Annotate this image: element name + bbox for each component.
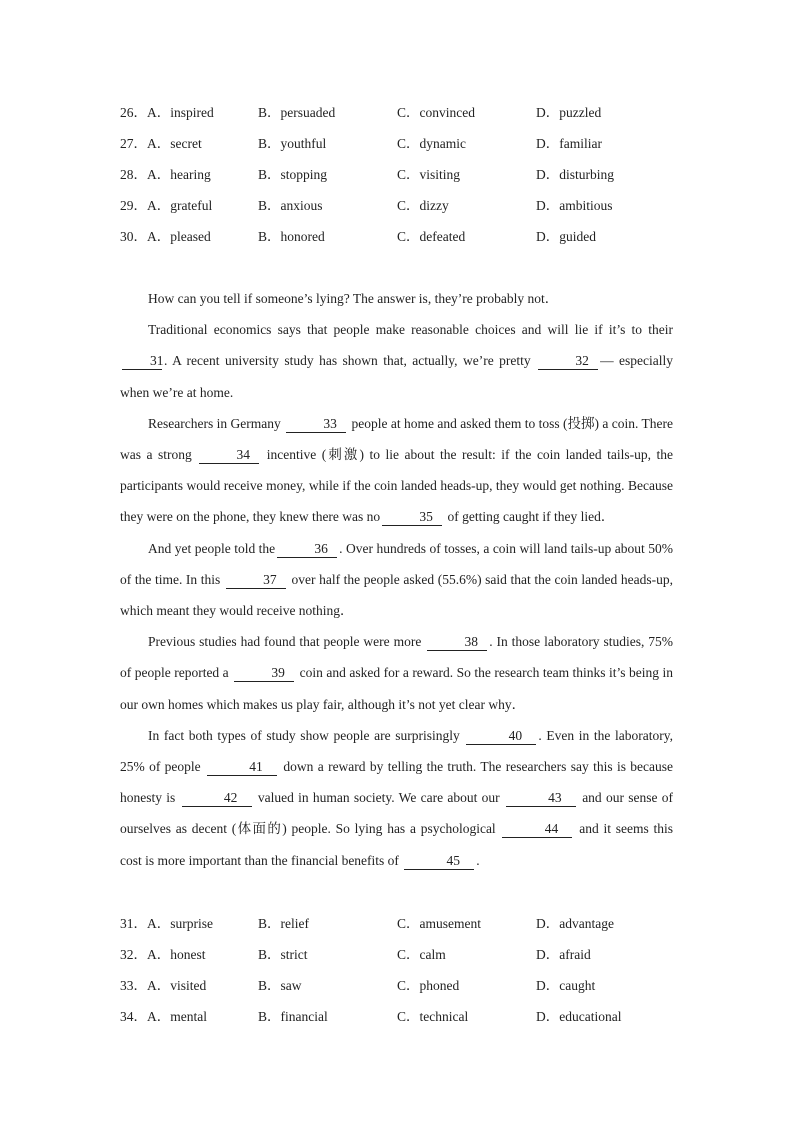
option-a: A．mental — [147, 1009, 207, 1024]
blank-35: 35 — [382, 508, 442, 526]
option-d: D．ambitious — [536, 198, 613, 213]
question-number: 28． — [120, 167, 147, 182]
option-a: A．inspired — [147, 105, 214, 120]
option-c: C．amusement — [397, 916, 481, 931]
cloze-passage — [120, 283, 673, 876]
option-c: C．technical — [397, 1009, 469, 1024]
option-a: A．visited — [147, 978, 207, 993]
option-b: B．financial — [258, 1009, 328, 1024]
question-number: 31． — [120, 916, 147, 931]
option-d: D．puzzled — [536, 105, 602, 120]
question-row — [120, 97, 680, 128]
paragraph: In fact both types of study show people are surprisingly 40 . Even in the laboratory, 25% of people 41 down a reward by telling the truth. The researchers say this is because honesty is 42 valued in human society. We care about our 43 and our sense of ourselves as decent (体面的) people. So lying has a psychological 44 and it seems this cost is more important than the financial benefits of 45 . — [120, 727, 674, 868]
option-b: B．youthful — [258, 136, 327, 151]
option-b: B．relief — [258, 916, 309, 931]
paragraph: How can you tell if someone’s lying? The answer is, they’re probably not． — [148, 291, 559, 306]
question-row — [120, 221, 680, 252]
blank-45: 45 — [404, 852, 474, 870]
question-row — [120, 939, 680, 970]
question-row — [120, 159, 680, 190]
option-a: A．pleased — [147, 229, 211, 244]
option-c: C．visiting — [397, 167, 461, 182]
option-b: B．stopping — [258, 167, 328, 182]
question-row — [120, 1001, 680, 1032]
blank-33: 33 — [286, 415, 346, 433]
option-a: A．surprise — [147, 916, 213, 931]
question-row — [120, 190, 680, 221]
option-b: B．honored — [258, 229, 325, 244]
blank-36: 36 — [277, 540, 337, 558]
blank-34: 34 — [199, 446, 259, 464]
option-c: C．phoned — [397, 978, 460, 993]
option-d: D．educational — [536, 1009, 622, 1024]
option-c: C．defeated — [397, 229, 466, 244]
question-row — [120, 908, 680, 939]
option-b: B．strict — [258, 947, 308, 962]
option-b: B．saw — [258, 978, 302, 993]
option-d: D．caught — [536, 978, 596, 993]
option-a: A．secret — [147, 136, 202, 151]
options-block-top — [120, 97, 680, 252]
option-b: B．persuaded — [258, 105, 336, 120]
option-a: A．honest — [147, 947, 206, 962]
blank-39: 39 — [234, 664, 294, 682]
blank-43: 43 — [506, 789, 576, 807]
question-number: 34． — [120, 1009, 147, 1024]
paragraph: Researchers in Germany 33 people at home and asked them to toss (投掷) a coin. There was a strong 34 incentive (刺激) to lie about the result: if the coin landed tails-up, the participants would receive money, while if the coin landed heads-up, they would get nothing. Because they were on the phone, they knew there was no 35 of getting caught if they lied． — [120, 415, 674, 525]
question-row — [120, 970, 680, 1001]
question-number: 26． — [120, 105, 147, 120]
option-d: D．guided — [536, 229, 596, 244]
blank-44: 44 — [502, 820, 572, 838]
option-a: A．hearing — [147, 167, 211, 182]
question-number: 32． — [120, 947, 147, 962]
paragraph: Traditional economics says that people make reasonable choices and will lie if it’s to their 31. A recent university study has shown that, actually, we’re pretty 32 — especially when we’re at home. — [120, 322, 673, 400]
question-number: 29． — [120, 198, 147, 213]
question-number: 30． — [120, 229, 147, 244]
question-number: 27． — [120, 136, 147, 151]
option-d: D．familiar — [536, 136, 602, 151]
question-row — [120, 128, 680, 159]
option-d: D．disturbing — [536, 167, 615, 182]
options-block-bottom — [120, 908, 680, 1032]
blank-37: 37 — [226, 571, 286, 589]
option-d: D．afraid — [536, 947, 591, 962]
option-a: A．grateful — [147, 198, 213, 213]
option-b: B．anxious — [258, 198, 323, 213]
option-c: C．dizzy — [397, 198, 449, 213]
blank-32: 32 — [538, 352, 598, 370]
blank-42: 42 — [182, 789, 252, 807]
paragraph: And yet people told the 36 . Over hundreds of tosses, a coin will land tails-up about 50% of the time. In this 37 over half the people asked (55.6%) said that the coin landed heads-up, which meant they would receive nothing． — [120, 540, 674, 619]
option-c: C．convinced — [397, 105, 475, 120]
blank-41: 41 — [207, 758, 277, 776]
option-d: D．advantage — [536, 916, 614, 931]
blank-40: 40 — [466, 727, 536, 745]
blank-31: 31 — [122, 352, 162, 370]
option-c: C．calm — [397, 947, 446, 962]
option-c: C．dynamic — [397, 136, 466, 151]
paragraph: Previous studies had found that people were more 38 . In those laboratory studies, 75% of people reported a 39 coin and asked for a reward. So the research team thinks it’s being in our own homes which makes us play fair, although it’s not yet clear why． — [120, 634, 674, 712]
blank-38: 38 — [427, 633, 487, 651]
question-number: 33． — [120, 978, 147, 993]
